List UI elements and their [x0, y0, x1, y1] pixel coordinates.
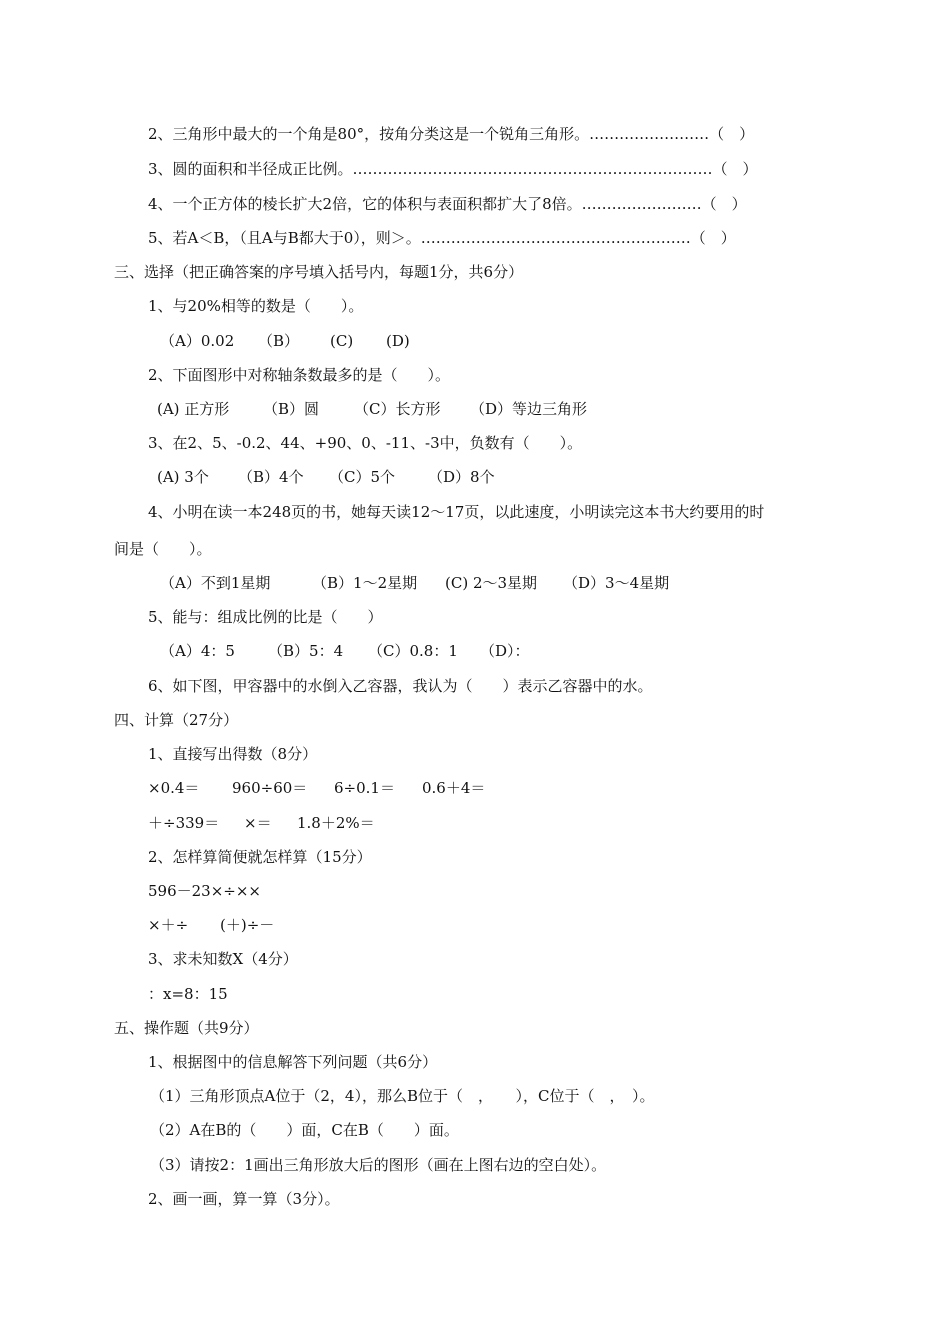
- choice-q3-option-d: （D）8个: [428, 468, 495, 486]
- choice-q2: 2、下面图形中对称轴条数最多的是（ ）。: [148, 366, 451, 384]
- calc-row2-item1: ＋÷339＝: [148, 814, 220, 832]
- choice-q4-option-c: (C) 2～3星期: [445, 574, 538, 592]
- operation-part1-q2: （2）A在B的（ ）面，C在B（ ）面。: [150, 1121, 459, 1139]
- choice-q5: 5、能与：组成比例的比是（ ）: [148, 608, 383, 626]
- choice-q1-option-d: (D): [386, 332, 410, 350]
- choice-q2-option-d: （D）等边三角形: [470, 400, 588, 418]
- choice-q4-option-b: （B）1～2星期: [312, 574, 418, 592]
- judgement-q2: 2、三角形中最大的一个角是80°，按角分类这是一个锐角三角形。……………………（ ）: [148, 125, 755, 143]
- choice-q6: 6、如下图，甲容器中的水倒入乙容器，我认为（ ）表示乙容器中的水。: [148, 677, 653, 695]
- judgement-q5: 5、若A＜B，（且A与B都大于0），则＞。………………………………………………（ ）: [148, 229, 736, 247]
- choice-q5-option-b: （B）5：4: [268, 642, 344, 660]
- calc-part2-line2-item1: ×＋÷: [148, 916, 189, 934]
- choice-q5-option-a: （A）4：5: [160, 642, 235, 660]
- section4-title: 四、计算（27分）: [114, 711, 239, 729]
- calc-row1-item3: 6÷0.1＝: [334, 779, 395, 797]
- calc-part3-heading: 3、求未知数X（4分）: [148, 950, 298, 968]
- choice-q3: 3、在2、5、-0.2、44、+90、0、-11、-3中，负数有（ ）。: [148, 434, 583, 452]
- choice-q1: 1、与20%相等的数是（ ）。: [148, 297, 364, 315]
- calc-part2-line2-item2: (＋)÷－: [220, 916, 275, 934]
- calc-part2-line1: 596－23×÷××: [148, 882, 261, 900]
- judgement-q3: 3、圆的面积和半径成正比例。………………………………………………………………（ ）: [148, 160, 758, 178]
- operation-part1-q3: （3）请按2：1画出三角形放大后的图形（画在上图右边的空白处）。: [150, 1156, 607, 1174]
- choice-q1-option-c: (C): [330, 332, 354, 350]
- calc-part3-equation: ：x=8：15: [148, 985, 228, 1003]
- choice-q1-option-a: （A）0.02: [160, 332, 235, 350]
- choice-q4-line1: 4、小明在读一本248页的书，她每天读12～17页，以此速度，小明读完这本书大约要用的时: [148, 503, 765, 521]
- calc-row1-item2: 960÷60＝: [232, 779, 308, 797]
- choice-q1-option-b: （B）: [258, 332, 300, 350]
- operation-part2-heading: 2、画一画，算一算（3分）。: [148, 1190, 340, 1208]
- judgement-q4: 4、一个正方体的棱长扩大2倍，它的体积与表面积都扩大了8倍。……………………（ ）: [148, 195, 747, 213]
- choice-q3-option-b: （B）4个: [238, 468, 304, 486]
- choice-q3-option-c: （C）5个: [329, 468, 396, 486]
- operation-part1-heading: 1、根据图中的信息解答下列问题（共6分）: [148, 1053, 438, 1071]
- choice-q3-option-a: (A) 3个: [157, 468, 209, 486]
- calc-row1-item4: 0.6＋4＝: [422, 779, 486, 797]
- calc-part2-heading: 2、怎样算简便就怎样算（15分）: [148, 848, 372, 866]
- section3-title: 三、选择（把正确答案的序号填入括号内，每题1分，共6分）: [114, 263, 524, 281]
- choice-q5-option-c: （C）0.8：1: [368, 642, 458, 660]
- choice-q4-option-a: （A）不到1星期: [160, 574, 271, 592]
- choice-q2-option-c: （C）长方形: [354, 400, 441, 418]
- choice-q2-option-b: （B）圆: [263, 400, 320, 418]
- operation-part1-q1: （1）三角形顶点A位于（2，4），那么B位于（ ， ），C位于（ ， ）。: [150, 1087, 655, 1105]
- choice-q2-option-a: (A) 正方形: [157, 400, 230, 418]
- section5-title: 五、操作题（共9分）: [114, 1019, 259, 1037]
- choice-q4-line2: 间是（ ）。: [114, 540, 212, 558]
- calc-row2-item2: ×＝: [244, 814, 272, 832]
- choice-q5-option-d: （D）：: [480, 642, 530, 660]
- choice-q4-option-d: （D）3～4星期: [563, 574, 670, 592]
- calc-row1-item1: ×0.4＝: [148, 779, 200, 797]
- calc-row2-item3: 1.8＋2%＝: [297, 814, 375, 832]
- calc-part1-heading: 1、直接写出得数（8分）: [148, 745, 318, 763]
